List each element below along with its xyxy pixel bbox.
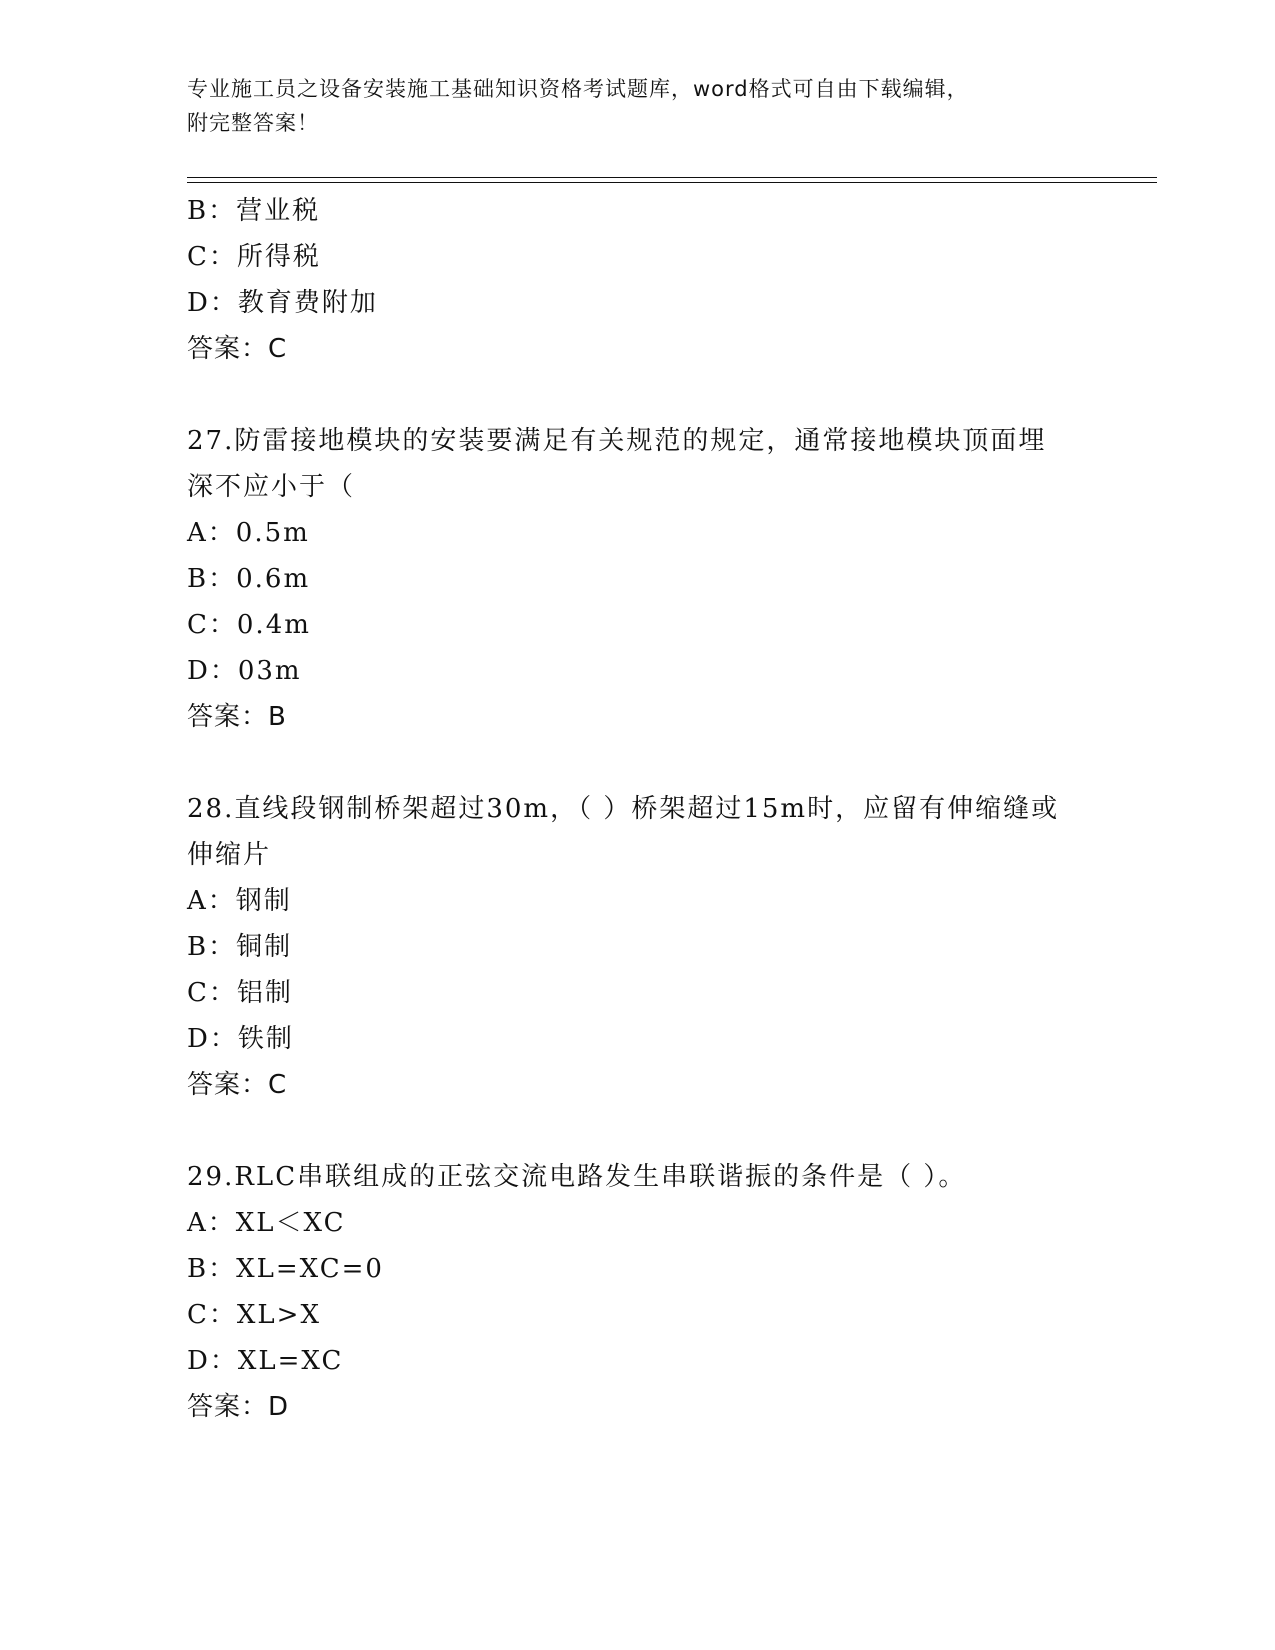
answer: 答案：C <box>187 1070 288 1100</box>
option-d: D：03m <box>187 656 302 686</box>
question-28 <box>187 786 1117 1108</box>
option-d: D：铁制 <box>187 1024 294 1054</box>
header-divider-bottom <box>187 182 1157 183</box>
question-27 <box>187 418 1117 740</box>
option-b: B：XL=XC=0 <box>187 1254 384 1284</box>
question-text-line-2: 深不应小于（ <box>187 472 356 502</box>
option-a: A：钢制 <box>187 886 292 916</box>
option-b: B：0.6m <box>187 564 311 594</box>
option-a: A：XL＜XC <box>187 1208 346 1238</box>
question-text-line-2: 伸缩片 <box>187 840 272 870</box>
option-d: D：XL=XC <box>187 1346 344 1376</box>
option-b: B：营业税 <box>187 196 321 226</box>
spacer <box>187 372 1117 418</box>
option-c: C：XL>X <box>187 1300 321 1330</box>
question-29 <box>187 1154 1117 1430</box>
option-b: B：铜制 <box>187 932 293 962</box>
question-text-line-1: 27.防雷接地模块的安装要满足有关规范的规定，通常接地模块顶面埋 <box>187 426 1047 456</box>
question-text-line-1: 29.RLC串联组成的正弦交流电路发生串联谐振的条件是（ ）。 <box>187 1162 967 1192</box>
answer: 答案：D <box>187 1392 290 1422</box>
header-divider-top <box>187 177 1157 178</box>
question-text-line-1: 28.直线段钢制桥架超过30m，（ ）桥架超过15m时，应留有伸缩缝或 <box>187 794 1060 824</box>
document-header <box>187 72 1087 140</box>
option-c: C：0.4m <box>187 610 311 640</box>
option-c: C：所得税 <box>187 242 321 272</box>
spacer <box>187 1108 1117 1154</box>
answer: 答案：C <box>187 334 288 364</box>
question-list <box>187 188 1117 1430</box>
option-a: A：0.5m <box>187 518 310 548</box>
question-26-tail <box>187 188 1117 372</box>
spacer <box>187 740 1117 786</box>
answer: 答案：B <box>187 702 287 732</box>
option-c: C：铝制 <box>187 978 293 1008</box>
header-line-1: 专业施工员之设备安装施工基础知识资格考试题库，word格式可自由下载编辑， <box>187 77 969 101</box>
option-d: D：教育费附加 <box>187 288 378 318</box>
header-line-2: 附完整答案！ <box>187 111 319 135</box>
